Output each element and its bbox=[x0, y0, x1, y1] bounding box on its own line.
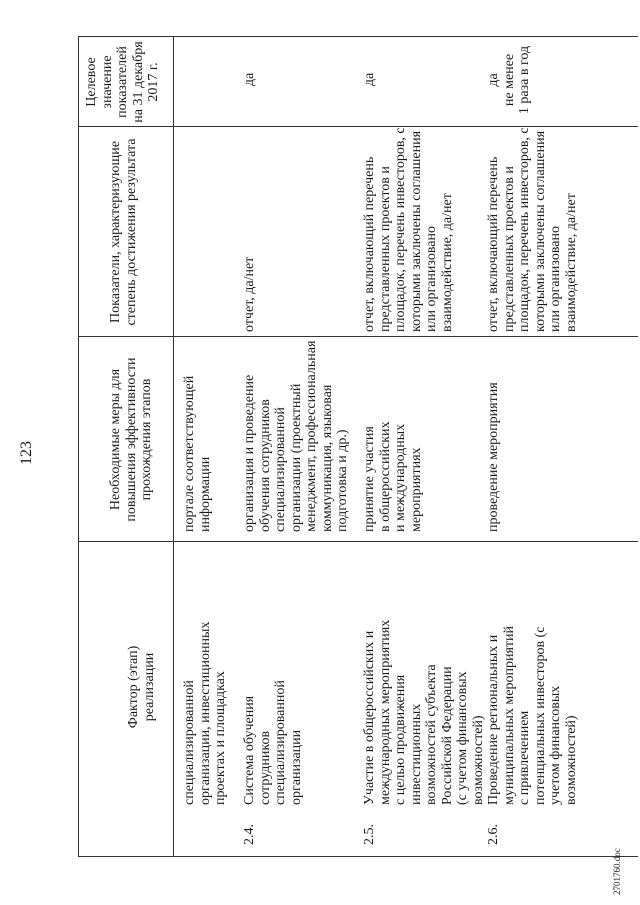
row-4-target: да не менее 1 раза в год bbox=[486, 45, 532, 115]
row-2-number: 2.4. bbox=[242, 824, 257, 845]
row-4-measures: проведение мероприятия bbox=[486, 382, 501, 532]
row-2-measures: организация и проведение обучения сотрудников специализированной организации (проектный менеджмент, профессиональная коммуникация, языковая подготовка и др.) bbox=[242, 340, 350, 532]
row-3-factor: Участие в общероссийских и международных мероприятиях с целью продвижения инвестиционных возможностей субъекта Российской Федерации (с учетом финансовых возможностей) bbox=[362, 619, 486, 805]
table-border-top bbox=[78, 37, 79, 857]
row-2-factor: Система обучения сотрудников специализированной организации bbox=[242, 680, 304, 805]
row-2-indicators: отчет, да/нет bbox=[242, 256, 257, 332]
row-3-measures: принятие участия в общероссийских и международных мероприятиях bbox=[362, 421, 424, 532]
header-divider bbox=[173, 37, 174, 857]
document-code: 2701760.doc bbox=[612, 848, 622, 895]
row-4-factor: Проведение региональных и муниципальных мероприятий с привлечением потенциальных инвесторов (с учетом финансовых возможностей) bbox=[486, 625, 579, 805]
header-measures: Необходимые меры для повышения эффективности прохождения этапов bbox=[108, 357, 154, 522]
row-2-target: да bbox=[242, 72, 257, 87]
column-divider-1 bbox=[78, 541, 638, 542]
page-number: 123 bbox=[18, 441, 35, 465]
row-3-indicators: отчет, включающий перечень представленных проектов и площадок, перечень инвесторов, с которыми заключены соглашения или организовано взаимодействие, да/нет bbox=[362, 127, 455, 332]
header-indicators: Показатели, характеризующие степень достижения результата bbox=[108, 138, 139, 326]
rotated-sheet bbox=[0, 5, 640, 905]
row-4-number: 2.6. bbox=[486, 824, 501, 845]
header-target: Целевое значение показателей на 31 декабря 2017 г. bbox=[84, 41, 161, 123]
row-1-factor: специализированной организации, инвестиционных проектах и площадках bbox=[182, 621, 228, 805]
row-1-measures: портале соответствующей информации bbox=[182, 375, 213, 532]
row-4-indicators: отчет, включающий перечень представленных проектов и площадок, перечень инвесторов, с которыми заключены соглашения или организовано взаимодействие, да/нет bbox=[486, 127, 579, 332]
indicators-table bbox=[78, 37, 638, 857]
table-border-right bbox=[78, 36, 638, 37]
header-factor: Фактор (этап) реализации bbox=[126, 645, 157, 729]
row-3-number: 2.5. bbox=[362, 824, 377, 845]
column-divider-2 bbox=[78, 336, 638, 337]
row-3-target: да bbox=[362, 72, 377, 87]
table-border-left bbox=[78, 856, 638, 857]
